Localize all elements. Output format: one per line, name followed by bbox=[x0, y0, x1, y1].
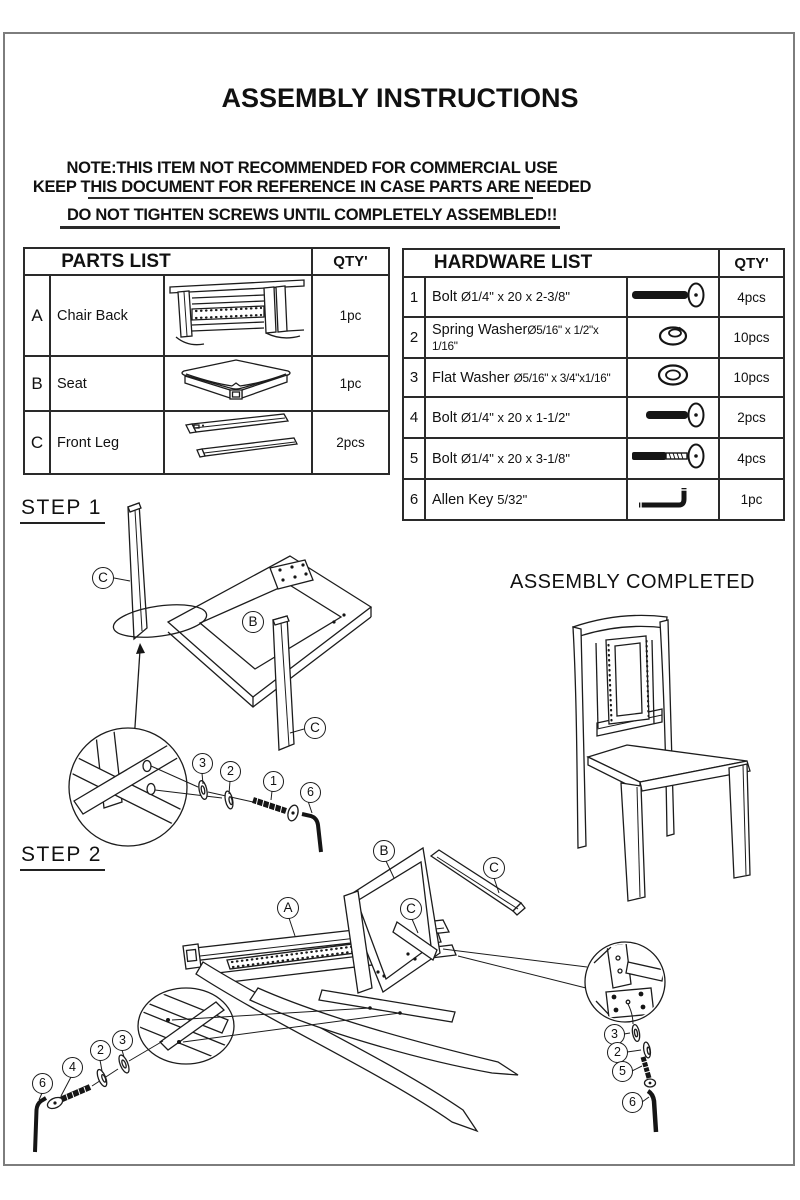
callout-spring-washer: 2 bbox=[607, 1042, 628, 1063]
hardware-id: 2 bbox=[403, 317, 425, 358]
parts-qty-header: QTY' bbox=[312, 248, 389, 275]
hardware-list-table bbox=[402, 248, 785, 521]
assembly-completed-heading: ASSEMBLY COMPLETED bbox=[510, 571, 755, 593]
hardware-qty: 1pc bbox=[719, 479, 784, 520]
hardware-spec: Ø1/4" x 20 x 1-1/2" bbox=[461, 409, 570, 425]
seat-part-icon bbox=[164, 356, 312, 411]
hardware-qty: 4pcs bbox=[719, 438, 784, 479]
table-row bbox=[24, 356, 389, 411]
step1-heading: STEP 1 bbox=[20, 496, 105, 524]
bolt-threaded-icon bbox=[627, 438, 719, 479]
hardware-name: Flat Washer bbox=[432, 369, 510, 386]
hardware-spec: Ø1/4" x 20 x 2-3/8" bbox=[461, 289, 570, 304]
part-name: Seat bbox=[50, 356, 164, 411]
hardware-qty-header: QTY' bbox=[719, 249, 784, 277]
part-id: C bbox=[24, 411, 50, 474]
callout-allen-key: 6 bbox=[622, 1092, 643, 1113]
hardware-name: Bolt bbox=[432, 450, 457, 467]
parts-list-title: PARTS LIST bbox=[24, 248, 312, 275]
note-line-1: NOTE:THIS ITEM NOT RECOMMENDED FOR COMMERCIAL USE bbox=[66, 159, 558, 177]
flat-washer-icon bbox=[627, 358, 719, 397]
bolt-long-icon bbox=[627, 277, 719, 317]
part-id: A bbox=[24, 275, 50, 356]
hardware-name: Spring Washer bbox=[432, 321, 528, 338]
warning-line: DO NOT TIGHTEN SCREWS UNTIL COMPLETELY ASSEMBLED!! bbox=[66, 206, 558, 224]
hardware-name: Allen Key bbox=[432, 491, 494, 508]
front-leg-part-icon bbox=[164, 411, 312, 474]
table-row bbox=[24, 411, 389, 474]
hardware-qty: 2pcs bbox=[719, 397, 784, 438]
callout-bolt: 4 bbox=[62, 1057, 83, 1078]
parts-list-table bbox=[23, 247, 390, 475]
table-row bbox=[403, 397, 784, 438]
hardware-id: 4 bbox=[403, 397, 425, 438]
step1-diagram bbox=[59, 503, 371, 852]
hardware-id: 3 bbox=[403, 358, 425, 397]
callout-bolt: 1 bbox=[263, 771, 284, 792]
part-qty: 2pcs bbox=[312, 411, 389, 474]
completed-chair-diagram bbox=[573, 615, 750, 901]
part-label-chair-back: A bbox=[277, 897, 299, 919]
bolt-short-icon bbox=[627, 397, 719, 438]
warning-underline bbox=[60, 226, 560, 229]
allen-key-icon bbox=[627, 479, 719, 520]
table-row bbox=[403, 438, 784, 479]
hardware-id: 6 bbox=[403, 479, 425, 520]
part-qty: 1pc bbox=[312, 275, 389, 356]
part-name: Chair Back bbox=[50, 275, 164, 356]
hardware-spec: Ø1/4" x 20 x 3-1/8" bbox=[461, 450, 570, 466]
hardware-qty: 4pcs bbox=[719, 277, 784, 317]
hardware-qty: 10pcs bbox=[719, 358, 784, 397]
table-row bbox=[403, 358, 784, 397]
hardware-qty: 10pcs bbox=[719, 317, 784, 358]
part-qty: 1pc bbox=[312, 356, 389, 411]
hardware-id: 5 bbox=[403, 438, 425, 479]
part-label-chair-leg: C bbox=[400, 898, 422, 920]
part-label-chair-leg: C bbox=[92, 567, 114, 589]
table-row bbox=[24, 275, 389, 356]
notes-underline bbox=[88, 197, 533, 199]
hardware-list-title: HARDWARE LIST bbox=[403, 249, 719, 277]
callout-allen-key: 6 bbox=[32, 1073, 53, 1094]
step2-diagram bbox=[35, 848, 665, 1152]
callout-bolt: 5 bbox=[612, 1061, 633, 1082]
part-label-seat: B bbox=[373, 840, 395, 862]
callout-flat-washer: 3 bbox=[112, 1030, 133, 1051]
hardware-spec: Ø5/16" x 3/4"x1/16" bbox=[513, 370, 611, 385]
table-row bbox=[403, 277, 784, 317]
part-id: B bbox=[24, 356, 50, 411]
callout-spring-washer: 2 bbox=[220, 761, 241, 782]
hardware-name: Bolt bbox=[432, 409, 457, 426]
page-title: ASSEMBLY INSTRUCTIONS bbox=[221, 83, 579, 113]
callout-allen-key: 6 bbox=[300, 782, 321, 803]
hardware-spec: Ø5/16" x 1/2"x 1/16" bbox=[432, 322, 599, 353]
part-label-chair-leg: C bbox=[483, 857, 505, 879]
chair-back-part-icon bbox=[164, 275, 312, 356]
part-label-seat: B bbox=[242, 611, 264, 633]
hardware-spec: 5/32" bbox=[497, 491, 528, 507]
part-label-chair-leg: C bbox=[304, 717, 326, 739]
callout-spring-washer: 2 bbox=[90, 1040, 111, 1061]
note-line-2: KEEP THIS DOCUMENT FOR REFERENCE IN CASE PARTS ARE NEEDED bbox=[32, 178, 592, 196]
hardware-name: Bolt bbox=[432, 289, 457, 305]
step2-heading: STEP 2 bbox=[20, 843, 105, 871]
callout-flat-washer: 3 bbox=[604, 1024, 625, 1045]
hardware-id: 1 bbox=[403, 277, 425, 317]
table-row bbox=[403, 317, 784, 358]
spring-washer-icon bbox=[627, 317, 719, 358]
callout-flat-washer: 3 bbox=[192, 753, 213, 774]
part-name: Front Leg bbox=[50, 411, 164, 474]
table-row bbox=[403, 479, 784, 520]
